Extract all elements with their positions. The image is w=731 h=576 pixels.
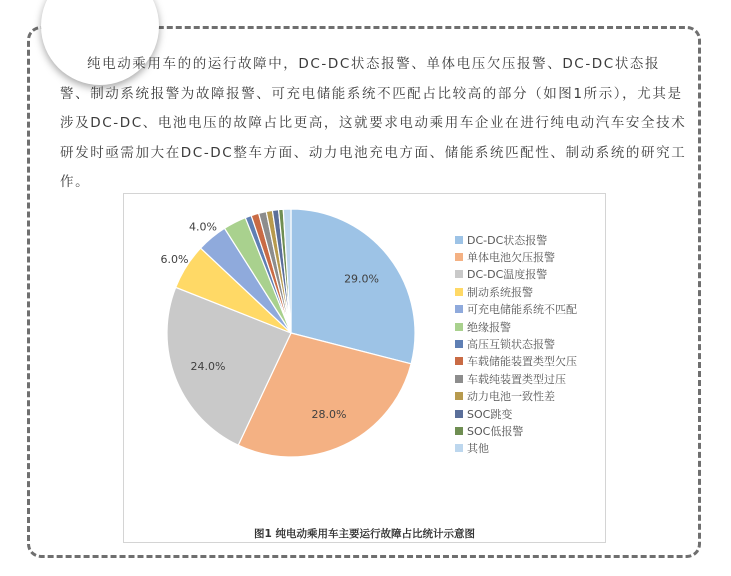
legend-label: DC-DC状态报警 xyxy=(467,233,548,247)
pie-chart xyxy=(123,193,606,543)
legend-item-9 xyxy=(455,370,577,387)
legend-item-7 xyxy=(455,335,577,352)
legend-swatch xyxy=(455,305,463,313)
legend-item-6 xyxy=(455,318,577,335)
body-paragraph: 纯电动乘用车的的运行故障中，DC-DC状态报警、单体电压欠压报警、DC-DC状态报警、制动系统报警为故障报警、可充电储能系统不匹配占比较高的部分（如图1所示），尤其是涉及DC-DC、电池电压的故障占比更高，这就要求电动乘用车企业在进行纯电动汽车安全技术研发时亟需加大在DC-DC整车方面、动力电池充电方面、储能系统匹配性、制动系统的研究工作。 xyxy=(60,56,687,190)
legend-label: 其他 xyxy=(467,442,489,456)
pie-label-5: 4.0% xyxy=(189,220,218,234)
pie-label-3: 24.0% xyxy=(190,359,226,373)
legend-item-2 xyxy=(455,248,577,265)
pie-label-2: 28.0% xyxy=(311,407,347,421)
figure-caption: 图1 纯电动乘用车主要运行故障占比统计示意图 xyxy=(254,528,475,540)
legend-label: 车载纯装置类型过压 xyxy=(467,372,566,386)
chart-legend xyxy=(455,231,577,457)
legend-item-5 xyxy=(455,301,577,318)
legend-item-11 xyxy=(455,405,577,422)
legend-label: 车载储能装置类型欠压 xyxy=(467,355,577,369)
legend-label: SOC跳变 xyxy=(467,407,513,421)
legend-label: 绝缘报警 xyxy=(467,320,511,334)
legend-item-13 xyxy=(455,440,577,457)
legend-swatch xyxy=(455,357,463,365)
legend-swatch xyxy=(455,375,463,383)
legend-label: DC-DC温度报警 xyxy=(467,268,548,282)
legend-item-12 xyxy=(455,422,577,439)
legend-swatch xyxy=(455,270,463,278)
legend-label: 制动系统报警 xyxy=(467,285,533,299)
legend-label: 单体电池欠压报警 xyxy=(467,251,555,265)
legend-label: 可充电储能系统不匹配 xyxy=(467,303,577,317)
legend-swatch xyxy=(455,444,463,452)
legend-label: 高压互锁状态报警 xyxy=(467,338,555,352)
pie-label-1: 29.0% xyxy=(344,272,380,286)
pie-label-4: 6.0% xyxy=(160,253,189,267)
legend-swatch xyxy=(455,410,463,418)
legend-swatch xyxy=(455,340,463,348)
legend-swatch xyxy=(455,253,463,261)
legend-label: 动力电池一致性差 xyxy=(467,390,555,404)
legend-swatch xyxy=(455,288,463,296)
legend-item-8 xyxy=(455,353,577,370)
legend-item-1 xyxy=(455,231,577,248)
legend-item-4 xyxy=(455,283,577,300)
legend-item-10 xyxy=(455,388,577,405)
legend-swatch xyxy=(455,236,463,244)
legend-swatch xyxy=(455,323,463,331)
legend-label: SOC低报警 xyxy=(467,424,524,438)
legend-item-3 xyxy=(455,266,577,283)
legend-swatch xyxy=(455,427,463,435)
legend-swatch xyxy=(455,392,463,400)
